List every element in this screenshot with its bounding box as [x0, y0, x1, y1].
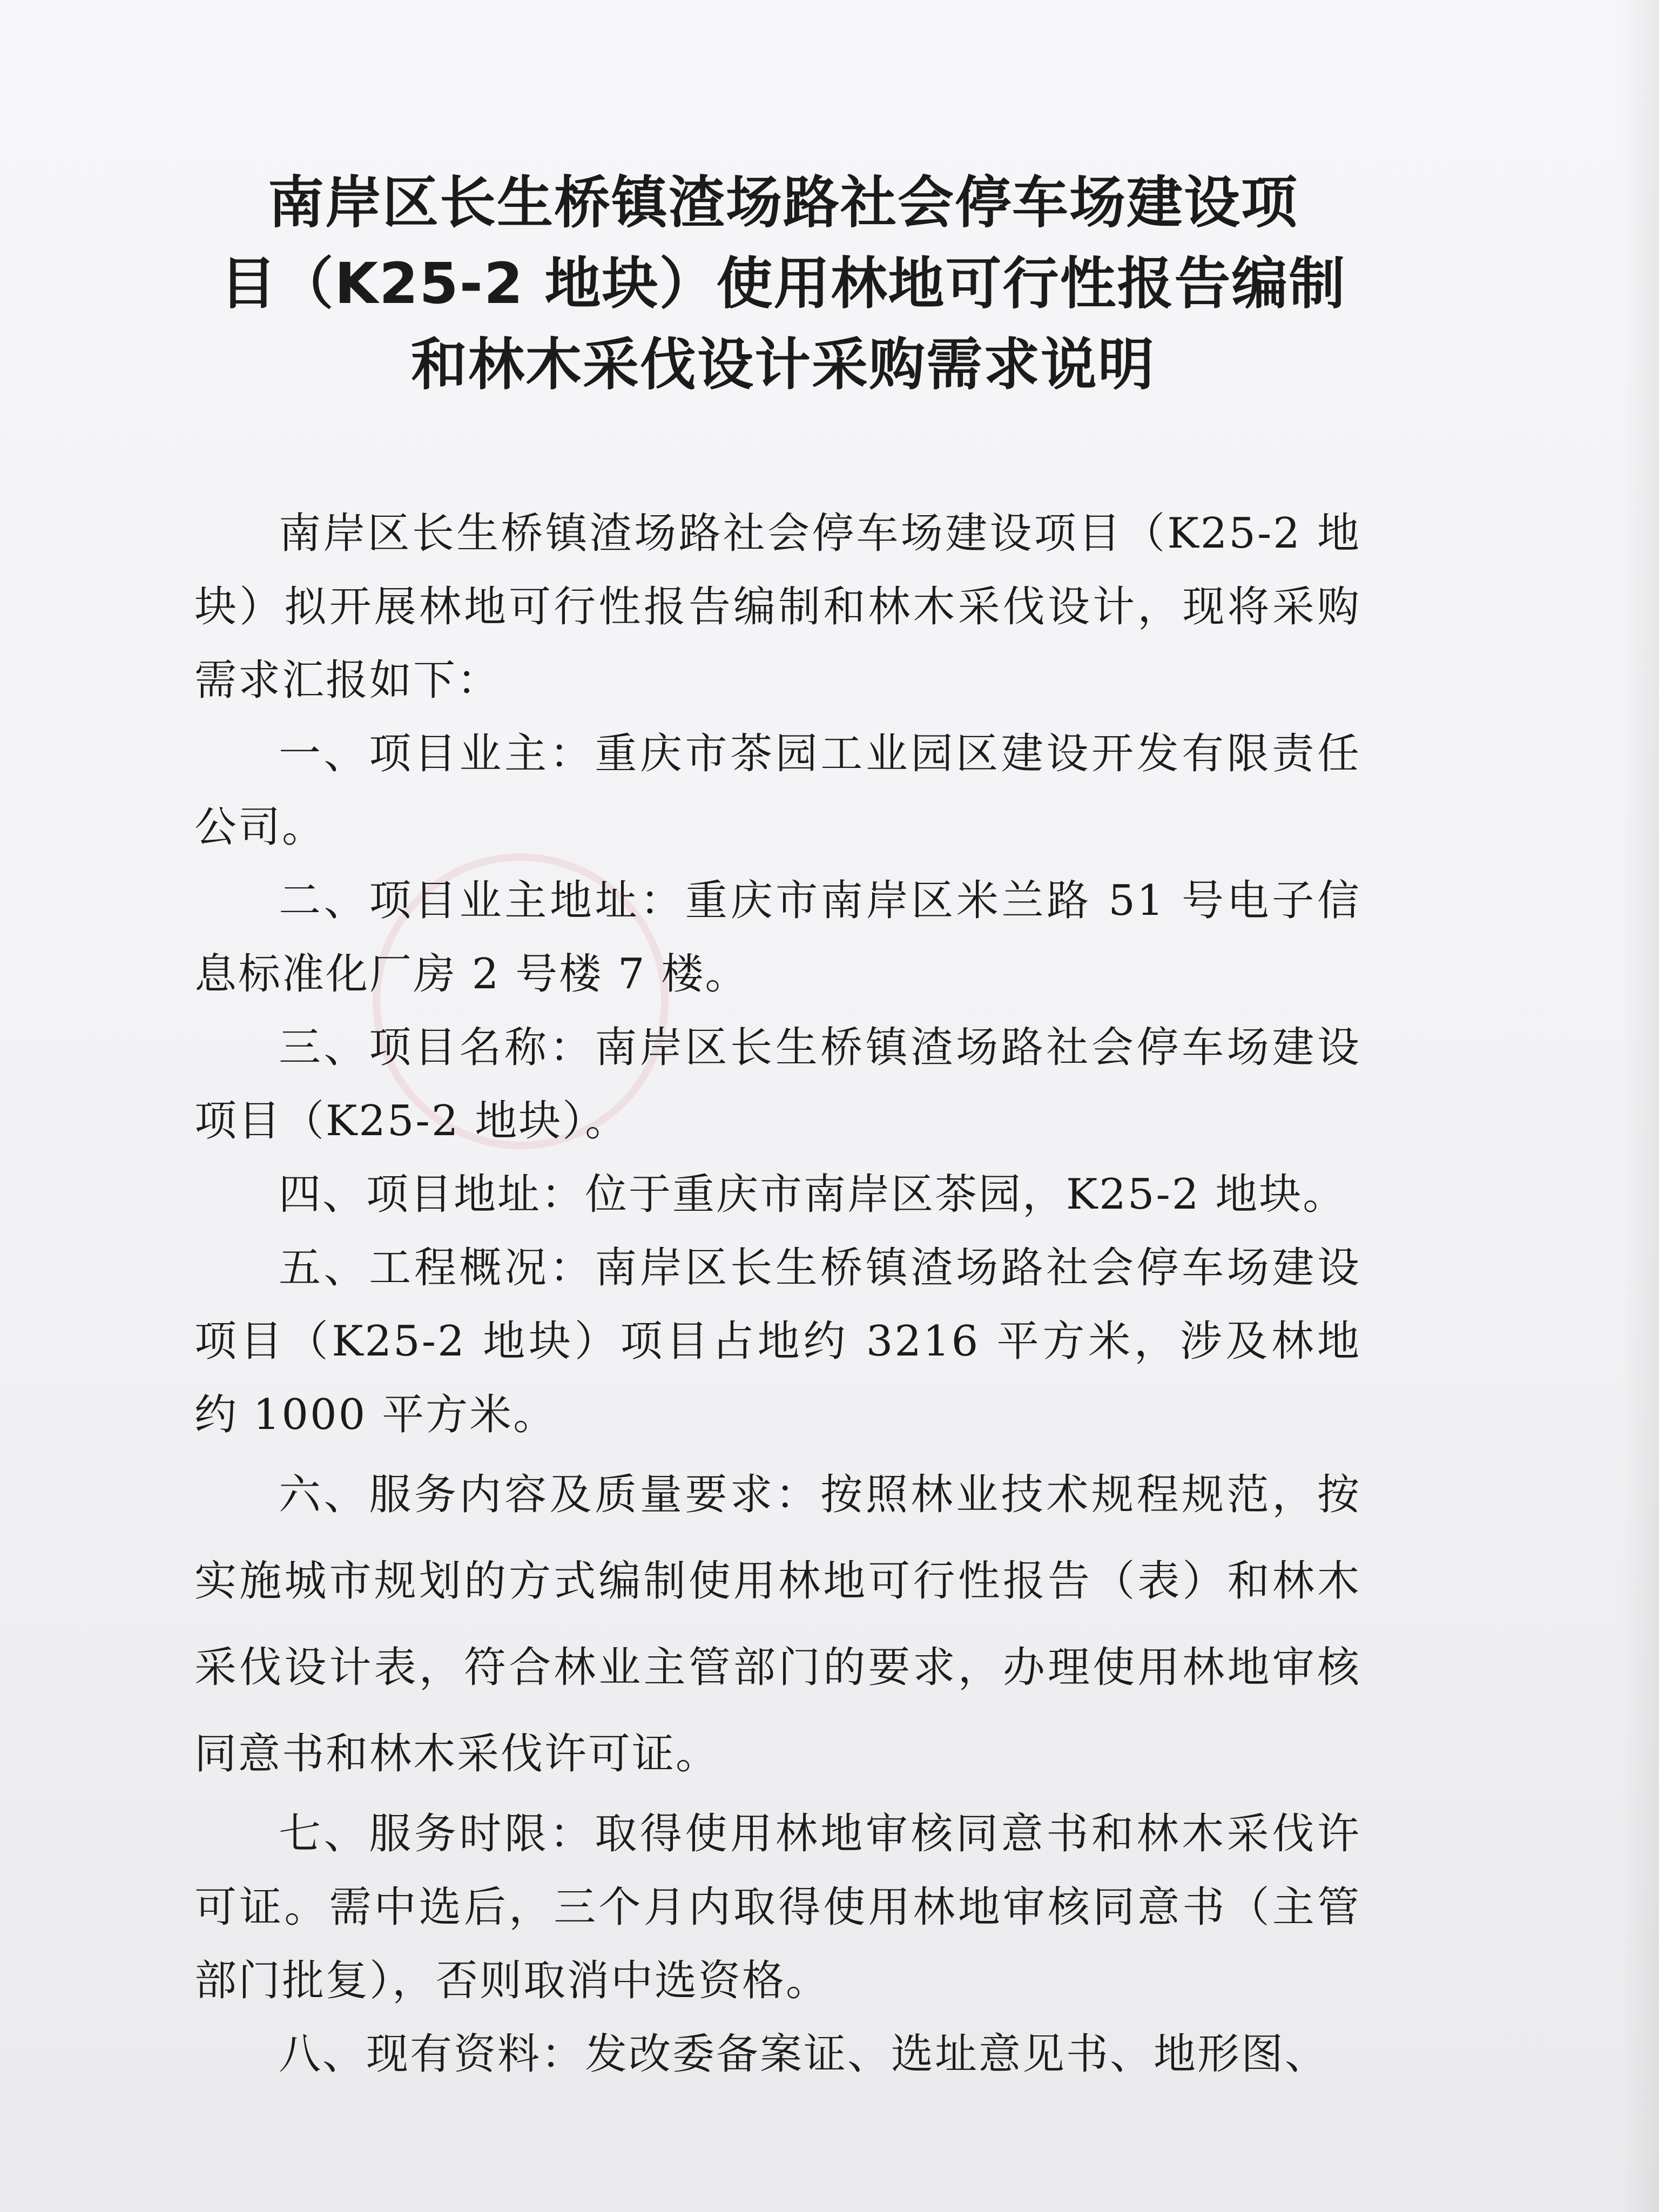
item-service-period: 七、服务时限：取得使用林地审核同意书和林木采伐许可证。需中选后，三个月内取得使用林地审核同意书（主管部门批复），否则取消中选资格。: [194, 1810, 1361, 2005]
item-service-content: 六、服务内容及质量要求：按照林业技术规程规范，按实施城市规划的方式编制使用林地可行性报告（表）和林木采伐设计表，符合林业主管部门的要求，办理使用林地审核同意书和林木采伐许可证。: [194, 1471, 1361, 1778]
document-title: [189, 162, 1377, 405]
item-project-name: 三、项目名称：南岸区长生桥镇渣场路社会停车场建设项目（K25-2 地块）。: [194, 1023, 1361, 1145]
page-edge-shadow: [1621, 0, 1659, 2212]
title-line: 目（K25-2 地块）使用林地可行性报告编制: [220, 251, 1346, 316]
item-owner-address: 二、项目业主地址：重庆市南岸区米兰路 51 号电子信息标准化厂房 2 号楼 7 楼。: [194, 876, 1361, 999]
title-line: 和林木采伐设计采购需求说明: [410, 332, 1155, 397]
title-line: 南岸区长生桥镇渣场路社会停车场建设项: [267, 170, 1298, 235]
item-project-address: 四、项目地址：位于重庆市南岸区茶园，K25-2 地块。: [279, 1170, 1347, 1219]
item-owner: 一、项目业主：重庆市茶园工业园区建设开发有限责任公司。: [194, 730, 1361, 852]
document-body: [194, 162, 1361, 2091]
item-existing-materials: 八、现有资料：发改委备案证、选址意见书、地形图、: [279, 2030, 1329, 2079]
intro-paragraph: 南岸区长生桥镇渣场路社会停车场建设项目（K25-2 地块）拟开展林地可行性报告编制和林木采伐设计，现将采购需求汇报如下：: [194, 509, 1361, 705]
item-project-overview: 五、工程概况：南岸区长生桥镇渣场路社会停车场建设项目（K25-2 地块）项目占地约 3216 平方米，涉及林地约 1000 平方米。: [194, 1244, 1361, 1439]
